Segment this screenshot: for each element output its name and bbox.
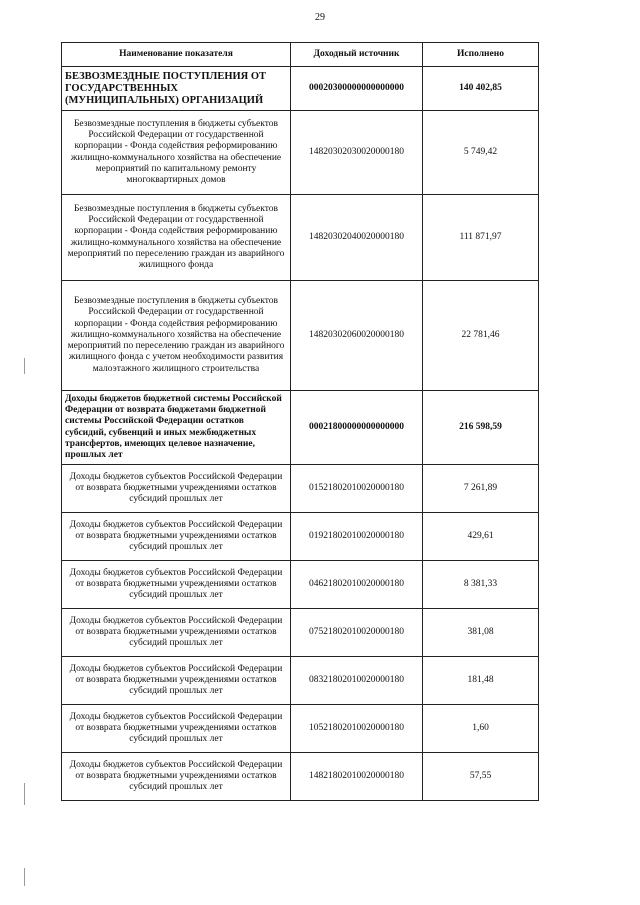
- indicator-name-cell: Доходы бюджетов субъектов Российской Федерации от возврата бюджетными учреждениями остатков субсидий прошлых лет: [62, 561, 291, 609]
- indicator-name-cell: Доходы бюджетов бюджетной системы Российской Федерации от возврата бюджетами бюджетной системы Российской Федерации остатков субсидий, субвенций и иных межбюджетных трансфертов, имеющих целевое назначение, прошлых лет: [62, 391, 291, 465]
- revenue-source-code-cell: 00021800000000000000: [291, 391, 423, 465]
- executed-amount-cell: 181,48: [423, 657, 539, 705]
- executed-amount-cell: 381,08: [423, 609, 539, 657]
- scan-artifact-line: [24, 783, 25, 805]
- revenue-source-code-cell: 04621802010020000180: [291, 561, 423, 609]
- executed-amount-cell: 5 749,42: [423, 111, 539, 195]
- executed-amount-cell: 22 781,46: [423, 281, 539, 391]
- table-row: [62, 281, 539, 391]
- table-row: [62, 609, 539, 657]
- revenue-source-code-cell: 00020300000000000000: [291, 67, 423, 111]
- header-indicator-name: Наименование показателя: [62, 43, 291, 67]
- header-executed: Исполнено: [423, 43, 539, 67]
- revenue-source-code-cell: 01521802010020000180: [291, 465, 423, 513]
- table-row: [62, 465, 539, 513]
- executed-amount-cell: 111 871,97: [423, 195, 539, 281]
- indicator-name-cell: Доходы бюджетов субъектов Российской Федерации от возврата бюджетными учреждениями остатков субсидий прошлых лет: [62, 753, 291, 801]
- executed-amount-cell: 1,60: [423, 705, 539, 753]
- table-row: [62, 561, 539, 609]
- executed-amount-cell: 7 261,89: [423, 465, 539, 513]
- executed-amount-cell: 8 381,33: [423, 561, 539, 609]
- table-row: [62, 705, 539, 753]
- revenue-source-code-cell: 14820302060020000180: [291, 281, 423, 391]
- page-number: 29: [315, 12, 325, 23]
- scan-artifact-line: [24, 868, 25, 886]
- revenue-table: [61, 42, 539, 801]
- indicator-name-cell: Доходы бюджетов субъектов Российской Федерации от возврата бюджетными учреждениями остатков субсидий прошлых лет: [62, 705, 291, 753]
- revenue-source-code-cell: 01921802010020000180: [291, 513, 423, 561]
- header-revenue-source: Доходный источник: [291, 43, 423, 67]
- revenue-source-code-cell: 10521802010020000180: [291, 705, 423, 753]
- executed-amount-cell: 429,61: [423, 513, 539, 561]
- indicator-name-cell: Безвозмездные поступления в бюджеты субъектов Российской Федерации от государственной корпорации - Фонда содействия реформированию жилищно-коммунального хозяйства на обеспечение мероприятий по капитальному ремонту многоквартирных домов: [62, 111, 291, 195]
- table-row: [62, 111, 539, 195]
- table-row: [62, 753, 539, 801]
- revenue-source-code-cell: 14821802010020000180: [291, 753, 423, 801]
- indicator-name-cell: Доходы бюджетов субъектов Российской Федерации от возврата бюджетными учреждениями остатков субсидий прошлых лет: [62, 657, 291, 705]
- scan-artifact-line: [24, 358, 25, 374]
- table-header-row: [62, 43, 539, 67]
- revenue-source-code-cell: 14820302040020000180: [291, 195, 423, 281]
- revenue-source-code-cell: 14820302030020000180: [291, 111, 423, 195]
- table-row: [62, 657, 539, 705]
- table-row: [62, 195, 539, 281]
- indicator-name-cell: Безвозмездные поступления в бюджеты субъектов Российской Федерации от государственной корпорации - Фонда содействия реформированию жилищно-коммунального хозяйства на обеспечение мероприятий по переселению граждан из аварийного жилищного фонда с учетом необходимости развития малоэтажного жилищного строительства: [62, 281, 291, 391]
- table-row: [62, 67, 539, 111]
- revenue-source-code-cell: 08321802010020000180: [291, 657, 423, 705]
- table-row: [62, 513, 539, 561]
- executed-amount-cell: 57,55: [423, 753, 539, 801]
- revenue-source-code-cell: 07521802010020000180: [291, 609, 423, 657]
- executed-amount-cell: 140 402,85: [423, 67, 539, 111]
- indicator-name-cell: БЕЗВОЗМЕЗДНЫЕ ПОСТУПЛЕНИЯ ОТ ГОСУДАРСТВЕННЫХ (МУНИЦИПАЛЬНЫХ) ОРГАНИЗАЦИЙ: [62, 67, 291, 111]
- table-row: [62, 391, 539, 465]
- executed-amount-cell: 216 598,59: [423, 391, 539, 465]
- indicator-name-cell: Доходы бюджетов субъектов Российской Федерации от возврата бюджетными учреждениями остатков субсидий прошлых лет: [62, 609, 291, 657]
- indicator-name-cell: Доходы бюджетов субъектов Российской Федерации от возврата бюджетными учреждениями остатков субсидий прошлых лет: [62, 513, 291, 561]
- indicator-name-cell: Безвозмездные поступления в бюджеты субъектов Российской Федерации от государственной корпорации - Фонда содействия реформированию жилищно-коммунального хозяйства на обеспечение мероприятий по переселению граждан из аварийного жилищного фонда: [62, 195, 291, 281]
- indicator-name-cell: Доходы бюджетов субъектов Российской Федерации от возврата бюджетными учреждениями остатков субсидий прошлых лет: [62, 465, 291, 513]
